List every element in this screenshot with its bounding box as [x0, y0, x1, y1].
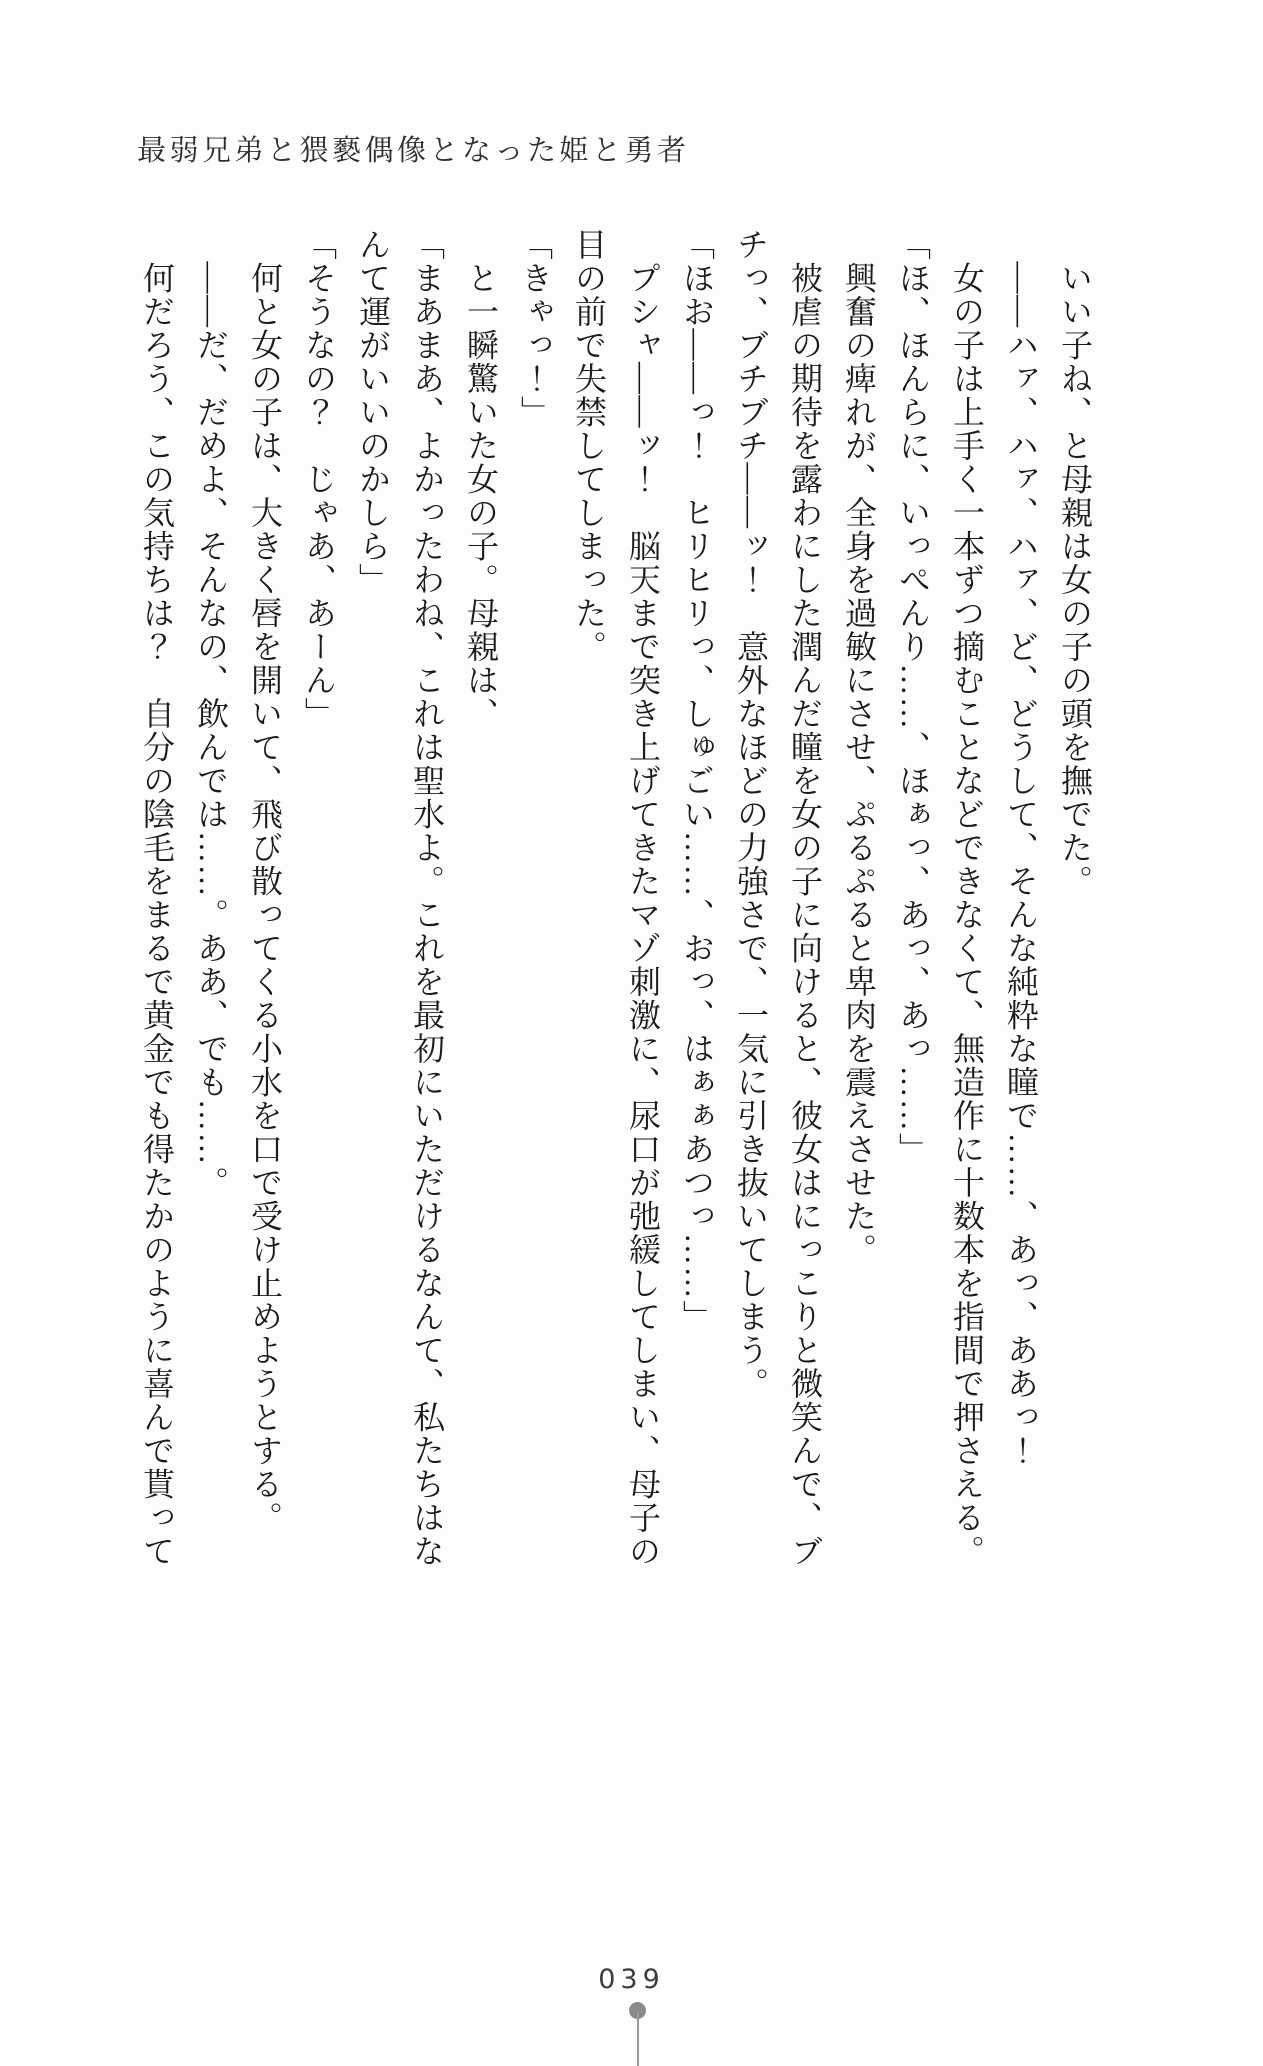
- text-line: ――だ、だめよ、そんなの、飲んでは……。ああ、でも……。: [193, 228, 229, 1200]
- text-line: いい子ね、と母親は女の子の頭を撫でた。: [1057, 228, 1093, 898]
- text-line: 目の前で失禁してしまった。: [571, 228, 607, 664]
- text-line: プシャ――ッ！ 脳天まで突き上げてきたマゾ刺激に、尿口が弛緩してしまい、母子の: [625, 228, 661, 1568]
- text-line: んて運がいいのかしら」: [355, 228, 391, 597]
- text-line: と一瞬驚いた女の子。母親は、: [463, 228, 499, 731]
- running-header: 最弱兄弟と猥褻偶像となった姫と勇者: [137, 135, 690, 167]
- text-line: 何だろう、この気持ちは？ 自分の陰毛をまるで黄金でも得たかのように喜んで貰って: [139, 228, 175, 1568]
- text-line: 「ほ、ほんらに、いっぺんり……、ほぁっ、あっ、あっ……」: [895, 228, 931, 1166]
- text-line: 興奮の痺れが、全身を過敏にさせ、ぷるぷると卑肉を震えさせた。: [841, 228, 877, 1267]
- page-number: 039: [598, 1964, 665, 1995]
- text-line: 「きゃっ！」: [517, 228, 553, 429]
- text-line: 「そうなの？ じゃあ、あーん」: [301, 228, 337, 731]
- text-line: 被虐の期待を露わにした潤んだ瞳を女の子に向けると、彼女はにっこりと微笑んで、ブ: [787, 228, 823, 1568]
- text-line: ――ハァ、ハァ、ハァ、ど、どうして、そんな純粋な瞳で……、あっ、ああっ！: [1003, 228, 1039, 1468]
- text-line: 「まあまあ、よかったわね、これは聖水よ。これを最初にいただけるなんて、私たちはな: [409, 228, 445, 1568]
- text-line: 何と女の子は、大きく唇を開いて、飛び散ってくる小水を口で受け止めようとする。: [247, 228, 283, 1535]
- text-line: チっ、ブチブチ――ッ！ 意外なほどの力強さで、一気に引き抜いてしまう。: [733, 228, 769, 1401]
- page-marker-line: [637, 2012, 639, 2066]
- body-text: [130, 228, 1102, 1578]
- text-line: 「ほお――っ！ ヒリヒリっ、しゅごい……、おっ、はぁぁあつっ……」: [679, 228, 715, 1334]
- text-line: 女の子は上手く一本ずつ摘むことなどできなくて、無造作に十数本を指間で押さえる。: [949, 228, 985, 1568]
